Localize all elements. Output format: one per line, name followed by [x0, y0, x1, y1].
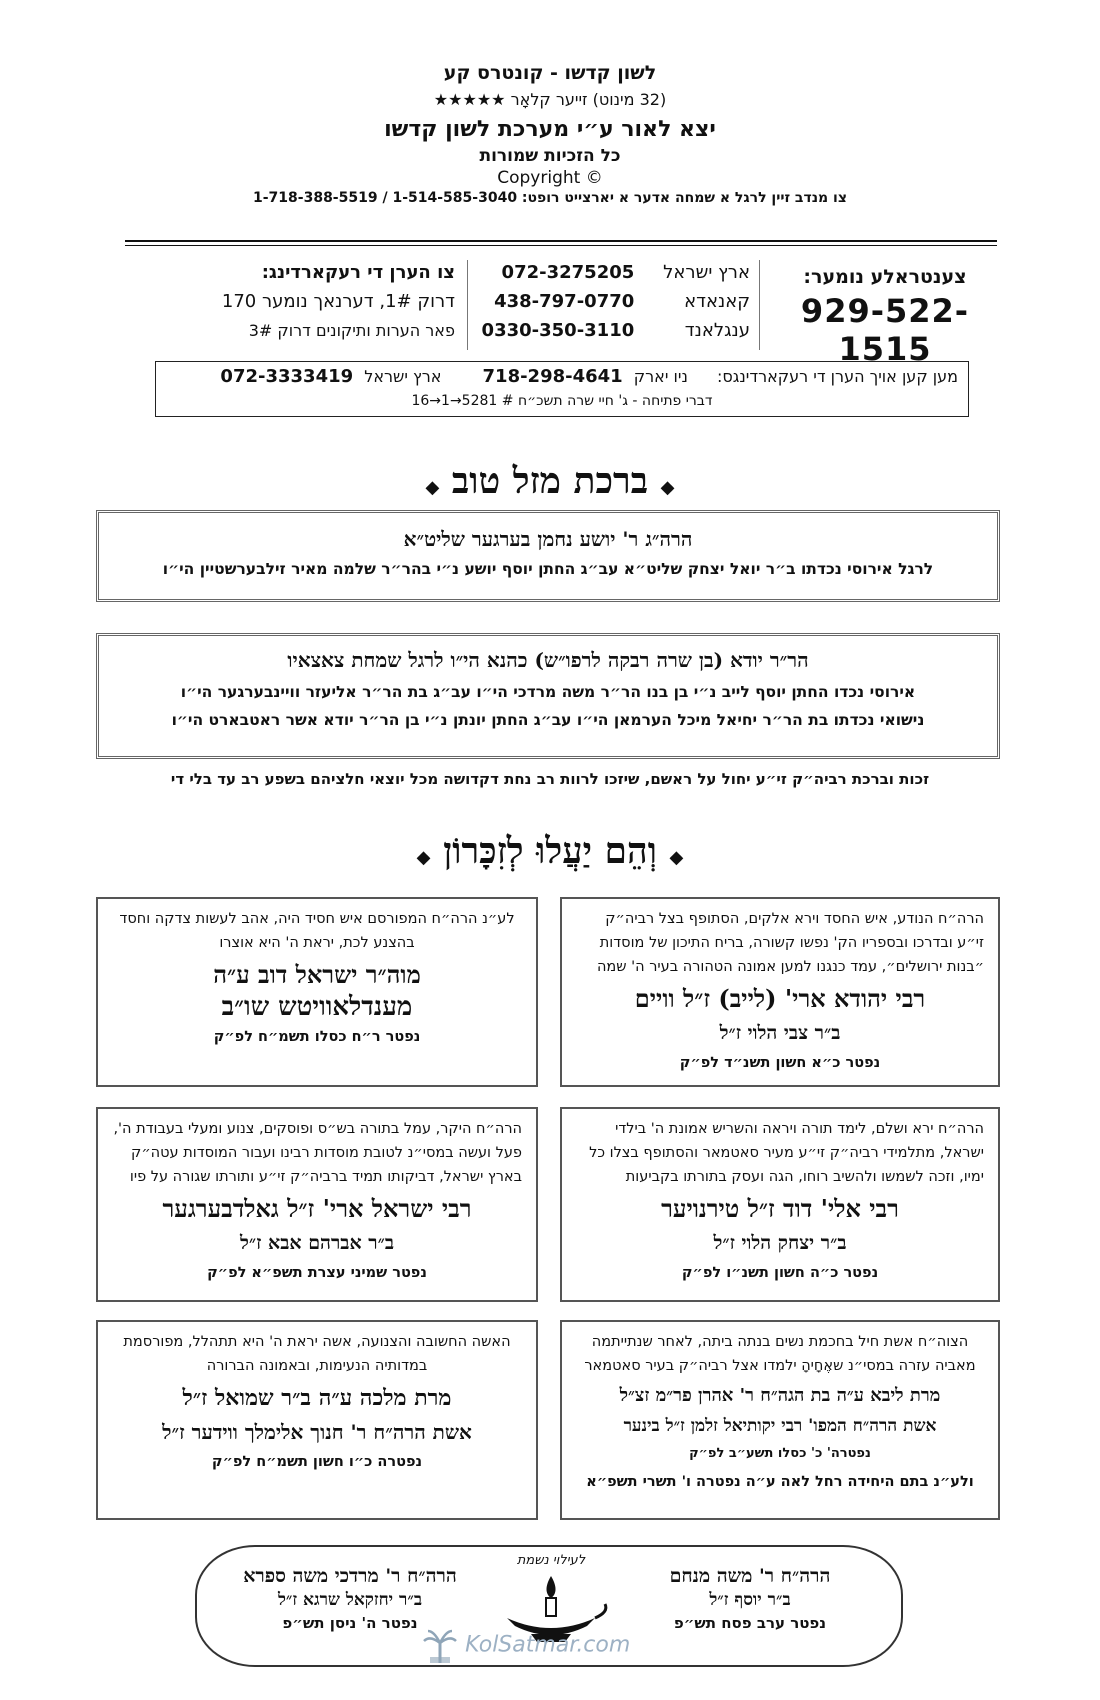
memorial-card-5 — [560, 1320, 1000, 1520]
memorial-title — [0, 830, 1100, 872]
watermark-text: KolSatmar.com — [465, 1632, 631, 1658]
recording-step-3: פאר הערות ותיקונים דרוק 3# — [248, 321, 455, 340]
country-name: ארץ ישראל — [663, 262, 750, 283]
memorial-card-6 — [96, 1320, 538, 1520]
country-numbers — [480, 258, 750, 353]
palm-tree-icon — [420, 1625, 460, 1665]
phone-separator — [467, 260, 468, 350]
card-name: מרת ליבא ע״ה בת הגה״ח ר' אהרן פר״מ זצ״ל — [619, 1385, 941, 1406]
card-name: רבי יהודא ארי' (לייב) ז״ל וויים — [634, 984, 926, 1013]
country-number[interactable]: 0330-350-3110 — [481, 320, 635, 341]
country-row-england — [480, 316, 750, 345]
card-date: נפטרה כ״ו חשון תשמ״ח לפ״ק — [211, 1454, 423, 1470]
dial-instructions: דברי פתיחה - ג' חיי שרה תשכ״ח # 5281→1→16 — [411, 393, 713, 409]
footer-right-father: ב״ר יוסף ז״ל — [709, 1590, 791, 1610]
mazal-tov-title — [0, 460, 1100, 502]
footer-left-father: ב״ר יחזקאל שרגא ז״ל — [277, 1590, 423, 1610]
recording-step-1: דרוק 1#, דערנאך נומער 170 — [221, 291, 455, 312]
card-description: לע״נ הרה״ח המפורסם איש חסיד היה, אהב לעשות צדקה וחסד בהצנע לכת, יראת ה' היא אוצרו — [119, 911, 515, 951]
memorial-card-4 — [96, 1107, 538, 1302]
mazal-box1-line1: הרה״ג ר' יושע נחמן בערגער שליט״א — [403, 527, 693, 551]
mazal-box2-line3: נישואי נכדתו בת הר״ר יחיאל מיכל הערמאן הי״ו עב״ג החתן יונתן נ״י בן הר״ר יודא אשר ראטבארט הי״ו — [171, 711, 925, 729]
header — [0, 62, 1100, 206]
memorial-card-2 — [96, 897, 538, 1087]
phone-separator — [759, 260, 760, 350]
card-description: הרה״ח הנודע, איש החסד וירא אלקים, הסתופף בצל רביה״ק זי״ע ובדרכו ובספריו הק' נפשו קשורה, בריח התיכון של מוסדות ״בנות ירושלים״, עמד כנגנו למען אמונה הטהורה בעיר ה' שמה — [596, 911, 984, 975]
country-row-canada — [480, 287, 750, 316]
footer-left — [215, 1565, 485, 1632]
country-number[interactable]: 072-3275205 — [501, 262, 635, 283]
booklet-title: לשון קדשו - קונטרס קע — [443, 62, 657, 84]
card-father: ב״ר אברהם אבא ז״ל — [240, 1232, 394, 1254]
recording-instructions — [120, 258, 455, 353]
dial-label: מען קען אויך הערן די רעקארדינגס: — [716, 367, 958, 386]
mazal-box2-line1: הר״ר יודא (בן שרה רבקה לרפו״ש) כהנא הי״ו לרגל שמחת צאצאיו — [287, 648, 809, 672]
card-name: רבי ישראל ארי' ז״ל גאלדבערגער — [162, 1194, 472, 1223]
central-number[interactable]: 929-522-1515 — [800, 292, 970, 368]
blessing-line: זכות וברכת רביה״ק זי״ע יחול על ראשם, שיזכו לרוות רב נחת דקדושה מכל יוצאי חלציהם בשפע רב עד בלי די — [170, 770, 930, 788]
diamond-icon: ◆ — [669, 847, 684, 868]
country-row-israel — [480, 258, 750, 287]
phone-block — [120, 258, 1000, 368]
card-date: נפטרה' כ' כסלו תשע״ב לפ״ק — [689, 1446, 871, 1461]
mazal-box2-line2: אירוסי נכדו החתן יוסף לייב נ״י בן בנו הר״ר משה מרדכי הי״ו עב״ג בת הר״ר אליעזר וויינבערגער הי״ו — [180, 683, 916, 701]
recordings-title: צו הערן די רעקארדינג: — [261, 262, 455, 283]
card-father: ב״ר יצחק הלוי ז״ל — [713, 1232, 847, 1254]
diamond-icon: ◆ — [660, 477, 675, 498]
card-name-2: מענדלאוויטש שו״ב — [221, 992, 413, 1022]
dial-row — [166, 366, 958, 392]
card-name: מרת מלכה ע״ה ב״ר שמואל ז״ל — [182, 1385, 452, 1411]
diamond-icon: ◆ — [425, 477, 440, 498]
sponsor-line: צו מנדב זיין לרגל א שמחה אדער א יארצייט רופט: 1-514-585-3040 / 1-718-388-5519 — [253, 190, 847, 206]
ny-number[interactable]: 718-298-4641 — [482, 366, 623, 387]
memorial-card-1 — [560, 897, 1000, 1087]
mazal-box1-line2: לרגל אירוסי נכדתו ב״ר יואל יצחק שליט״א עב״ג החתן יוסף יושע נ״י בהר״ר שלמה מאיר זילבערשטיין הי״ו — [162, 560, 934, 578]
country-number[interactable]: 438-797-0770 — [494, 291, 635, 312]
footer-right-name: הרה״ח ר' משה מנחם — [669, 1565, 831, 1587]
card-description: האשה החשובה והצנועה, אשה יראת ה' היא תתהלל, מפורסמת במדותיה הנעימות, ובאמונה הברורה — [123, 1334, 511, 1374]
card-father: ב״ר צבי הלוי ז״ל — [719, 1022, 841, 1044]
card-description: הרה״ח היקר, עמל בתורה בש״ס ופוסקים, צנוע ומעלי בעבודת ה', פעל ועשה במסי״נ לטובת מוסדות רבינו ועבור המוסדות עטה״ק בארץ ישראל, דביקותו תמיד ברביה״ק זי״ע ותורתו שגורה על פיו — [113, 1121, 522, 1185]
publisher-line: יצא לאור ע״י מערכת לשון קדשו — [384, 117, 716, 142]
card-description: הרה״ח ירא ושלם, לימד תורה ויראה והשריש אמונת ה' בילדי ישראל, מתלמידי רביה״ק זי״ע מעיר סאטמאר והסתופף בצלו כל ימיו, וזכה לשמשו ולהשיב רוחו, הגה ועסק בתורתו בקביעות — [589, 1121, 984, 1185]
rating-line: (32 מינוט) זייער קלאָר ★★★★★ — [433, 90, 667, 109]
card-date: נפטר כ״ה חשון תשנ״ו לפ״ק — [681, 1265, 879, 1281]
copyright-line: Copyright © — [497, 168, 603, 188]
rights-line: כל הזכיות שמורות — [479, 146, 621, 166]
card-date: נפטר כ״א חשון תשנ״ד לפ״ק — [679, 1055, 881, 1071]
header-divider — [125, 240, 997, 246]
mazal-box-2 — [96, 633, 1000, 759]
card-date: נפטר שמיני עצרת תשפ״א לפ״ק — [207, 1265, 427, 1281]
central-number-column — [770, 266, 1000, 368]
card-description: הצוה״ח אשת חיל בחכמת נשים בנתה ביתה, לאחר שנתייתמה מאביה עזרה במסי״נ שאֶחָיהָ ילמדו אצל רביה״ק בעיר סאטמאר — [584, 1334, 976, 1374]
central-label: צענטראלע נומער: — [803, 266, 967, 288]
mazal-tov-heading: ברכת מזל טוב — [451, 460, 649, 502]
mazal-box-1 — [96, 510, 1000, 602]
card-name: מוה״ר ישראל דוב ע״ה — [213, 960, 421, 989]
il-label: ארץ ישראל — [364, 367, 442, 386]
memorial-card-3 — [560, 1107, 1000, 1302]
footer-right — [625, 1565, 875, 1632]
card-date: נפטר ר״ח כסלו תשמ״ח לפ״ק — [213, 1029, 421, 1045]
watermark — [420, 1625, 670, 1665]
card-father: אשת הרה״ח המפו' רבי יקותיאל זלמן ז״ל בינער — [623, 1416, 937, 1436]
dial-box — [155, 361, 969, 417]
footer-right-date: נפטר ערב פסח תש״פ — [673, 1614, 827, 1632]
il-number[interactable]: 072-3333419 — [220, 366, 354, 387]
country-name: קאנאדא — [684, 291, 750, 312]
country-name: ענגלאנד — [684, 320, 750, 341]
footer-left-name: הרה״ח ר' מרדכי משה ספרא — [243, 1565, 457, 1587]
diamond-icon: ◆ — [416, 847, 431, 868]
card-extra: ולע״נ בתם היחידה רחל לאה ע״ה נפטרה ו' תשרי תשפ״א — [586, 1474, 974, 1490]
card-name: רבי אלי' דוד ז״ל טירנויער — [661, 1194, 899, 1223]
ny-label: ניו יארק — [633, 367, 688, 386]
arc-text: לעילוי נשמת — [516, 1553, 586, 1568]
card-father: אשת הרה״ח ר' חנוך אלימלך ווידער ז״ל — [162, 1420, 472, 1444]
memorial-heading: וְהֵם יַעֲלוּ לְזִכָּרוֹן — [443, 830, 657, 872]
footer-left-date: נפטר ה' ניסן תש״פ — [282, 1614, 418, 1632]
